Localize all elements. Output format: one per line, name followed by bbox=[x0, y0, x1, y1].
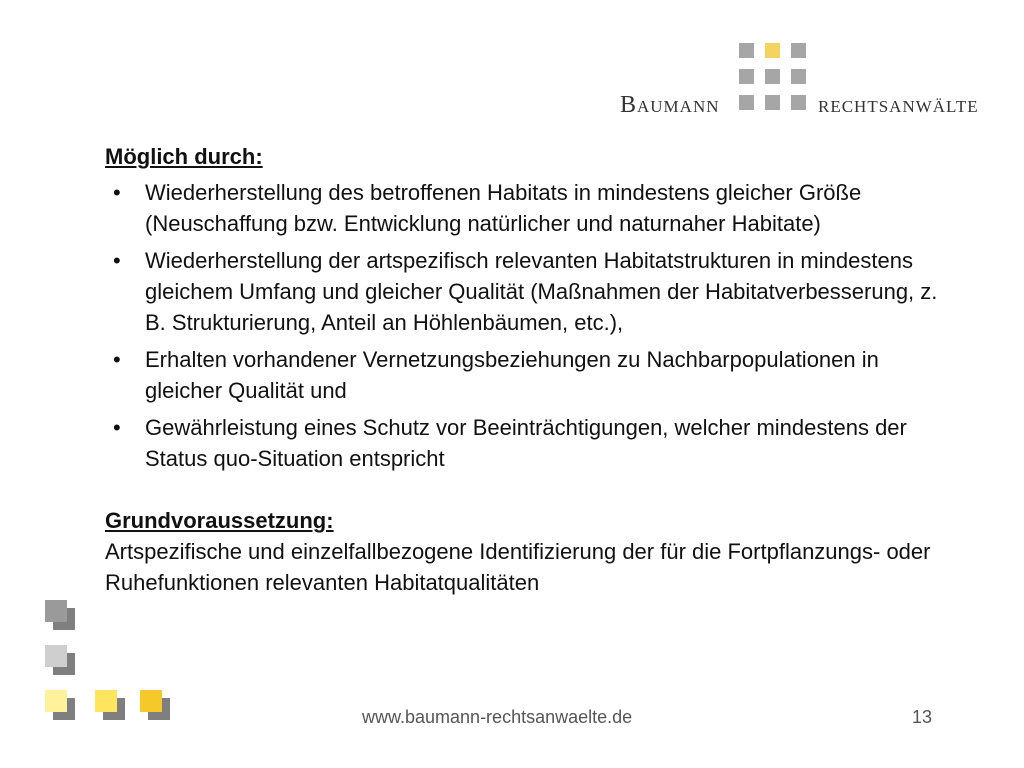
list-item-text: Wiederherstellung des betroffenen Habitats in mindestens gleicher Größe (Neuschaffung bzw. Entwicklung natürlicher und naturnaher Habitate) bbox=[145, 180, 862, 236]
bullet-icon: • bbox=[113, 415, 121, 440]
list-item-text: Wiederherstellung der artspezifisch relevanten Habitatstrukturen in mindestens gleichem Umfang und gleicher Qualität (Maßnahmen der Habitatverbesserung, z. B. Strukturierung, Anteil an Höhlenbäumen, etc.), bbox=[145, 248, 938, 335]
logo-square bbox=[765, 95, 780, 110]
bullet-list bbox=[105, 177, 955, 474]
heading-grundvoraussetzung: Grundvoraussetzung: bbox=[105, 508, 334, 533]
logo-square bbox=[739, 43, 754, 58]
list-item bbox=[105, 412, 955, 474]
page-number: 13 bbox=[912, 707, 933, 727]
logo-square bbox=[765, 43, 780, 58]
list-item bbox=[105, 344, 955, 406]
bullet-icon: • bbox=[113, 180, 121, 205]
heading-moeglich-durch: Möglich durch: bbox=[105, 144, 263, 169]
logo-square bbox=[739, 95, 754, 110]
logo-text-rechtsanwaelte: rechtsanwälte bbox=[818, 92, 979, 118]
logo-square bbox=[791, 95, 806, 110]
bullet-icon: • bbox=[113, 248, 121, 273]
paragraph-grundvoraussetzung: Artspezifische und einzelfallbezogene Identifizierung der für die Fortpflanzungs- oder Ruhefunktionen relevanten Habitatqualitäten bbox=[105, 539, 931, 595]
logo-square bbox=[791, 43, 806, 58]
slide-content bbox=[105, 141, 955, 598]
list-item bbox=[105, 245, 955, 338]
logo-text-baumann: Baumann bbox=[620, 92, 720, 118]
list-item-text: Erhalten vorhandener Vernetzungsbeziehungen zu Nachbarpopulationen in gleicher Qualität und bbox=[145, 347, 879, 403]
list-item-text: Gewährleistung eines Schutz vor Beeinträchtigungen, welcher mindestens der Status quo-Situation entspricht bbox=[145, 415, 907, 471]
logo-square bbox=[791, 69, 806, 84]
logo-square bbox=[765, 69, 780, 84]
list-item bbox=[105, 177, 955, 239]
bullet-icon: • bbox=[113, 347, 121, 372]
spacer bbox=[105, 480, 955, 505]
footer-website-link[interactable]: www.baumann-rechtsanwaelte.de bbox=[362, 707, 633, 727]
logo-square bbox=[739, 69, 754, 84]
